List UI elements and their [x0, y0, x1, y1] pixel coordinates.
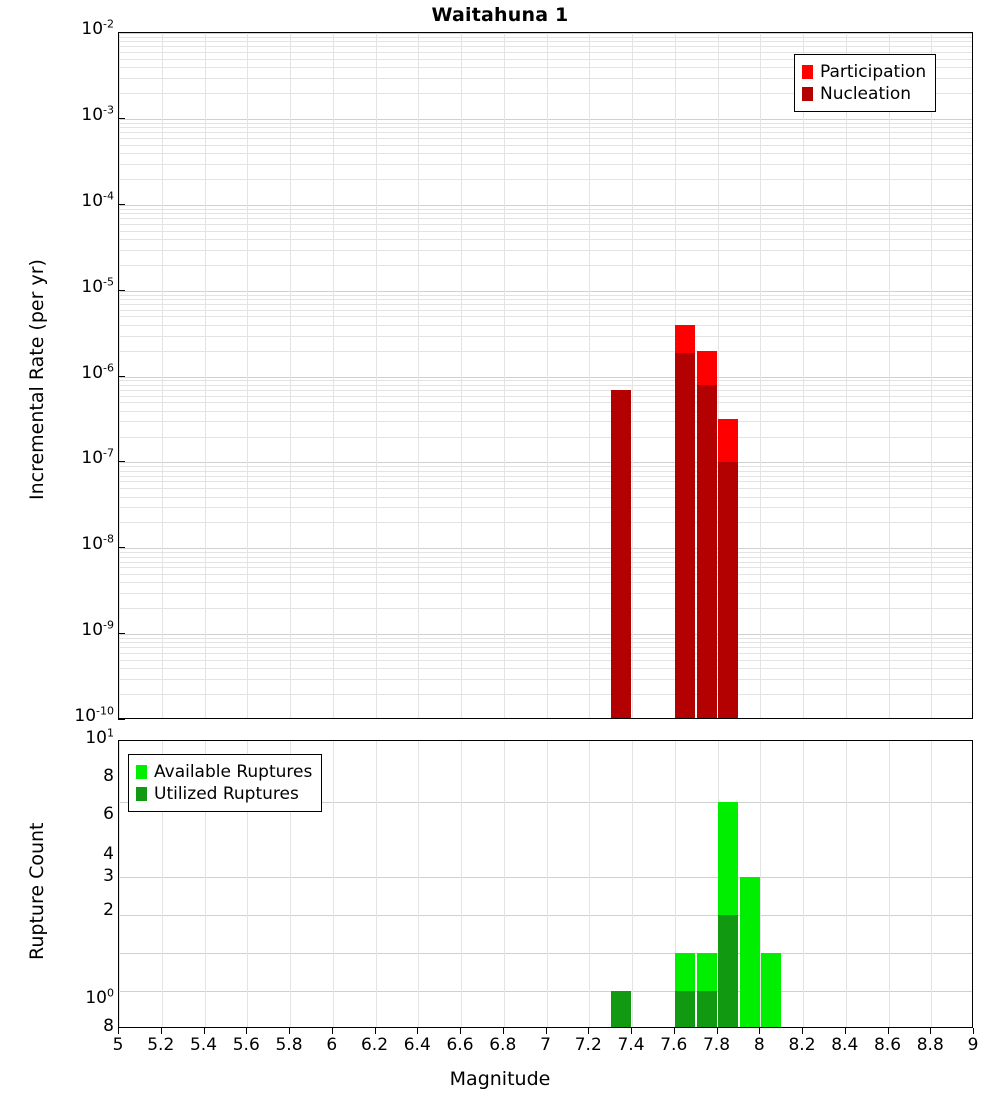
- x-tick-mark: [246, 1028, 247, 1034]
- y-tick-label: $10^{-6}$: [81, 360, 114, 383]
- x-tick-label: 8.8: [916, 1035, 944, 1055]
- x-tick-mark: [332, 1028, 333, 1034]
- y-tick-label: 3: [103, 866, 114, 887]
- y-tick-label: 8: [103, 765, 114, 786]
- y-tick-label: $10^{-5}$: [81, 274, 114, 297]
- x-tick-label: 8.2: [788, 1035, 816, 1055]
- x-tick-mark: [460, 1028, 461, 1034]
- x-tick-label: 6: [326, 1035, 338, 1055]
- bar: [697, 991, 717, 1028]
- x-tick-mark: [546, 1028, 547, 1034]
- y-tick-label: $10^{-9}$: [81, 618, 114, 641]
- legend-swatch-icon: [802, 87, 813, 101]
- y-tick-label: $10^{-8}$: [81, 532, 114, 555]
- y-tick-label: $10^1$: [85, 726, 114, 748]
- x-tick-mark: [631, 1028, 632, 1034]
- y-tick-mark: [118, 633, 125, 634]
- legend-label: Nucleation: [820, 83, 912, 104]
- x-tick-mark: [888, 1028, 889, 1034]
- y-tick-mark: [118, 461, 125, 462]
- x-tick-mark: [717, 1028, 718, 1034]
- x-tick-mark: [802, 1028, 803, 1034]
- x-tick-label: 8: [753, 1035, 765, 1055]
- bar: [611, 390, 631, 719]
- x-tick-mark: [759, 1028, 760, 1034]
- x-tick-label: 5.4: [189, 1035, 218, 1055]
- legend-swatch-icon: [136, 765, 147, 779]
- x-tick-mark: [588, 1028, 589, 1034]
- y-tick-label: 4: [103, 843, 114, 864]
- bar: [611, 991, 631, 1028]
- x-tick-mark: [845, 1028, 846, 1034]
- x-tick-mark: [118, 1028, 119, 1034]
- y-tick-label: $10^{-3}$: [81, 103, 114, 125]
- x-tick-label: 6.4: [403, 1035, 431, 1055]
- y-tick-label: 2: [103, 900, 114, 921]
- x-tick-label: 6.8: [489, 1035, 517, 1055]
- y-tick-mark: [118, 376, 125, 377]
- x-tick-label: 7: [540, 1035, 551, 1055]
- legend-item-utilized-ruptures: [136, 783, 312, 805]
- bar: [718, 462, 738, 719]
- x-tick-label: 5.8: [275, 1035, 303, 1055]
- bar: [761, 953, 781, 1028]
- x-axis-label: Magnitude: [449, 1068, 551, 1090]
- x-tick-label: 5: [112, 1035, 124, 1055]
- x-tick-label: 9: [967, 1035, 979, 1055]
- bar: [675, 991, 695, 1028]
- x-tick-label: 8.6: [873, 1035, 902, 1055]
- x-tick-mark: [930, 1028, 931, 1034]
- legend-top: [794, 54, 936, 112]
- x-tick-label: 8.4: [831, 1035, 859, 1055]
- x-tick-label: 5.6: [232, 1035, 260, 1055]
- x-tick-label: 6.2: [360, 1035, 389, 1055]
- x-tick-label: 7.2: [574, 1035, 602, 1055]
- y-axis-label-bottom: Rupture Count: [26, 822, 48, 960]
- x-tick-mark: [375, 1028, 376, 1034]
- bar: [675, 353, 695, 719]
- y-tick-label: 6: [103, 803, 114, 824]
- y-tick-mark: [118, 204, 125, 205]
- y-tick-label: $10^{-7}$: [81, 446, 114, 469]
- legend-item-nucleation: [802, 83, 926, 105]
- y-tick-label: 8: [103, 1016, 114, 1036]
- x-tick-label: 7.8: [702, 1035, 731, 1055]
- y-tick-label: $10^0$: [85, 985, 114, 1008]
- legend-label: Utilized Ruptures: [154, 783, 299, 804]
- x-tick-label: 5.2: [147, 1035, 175, 1055]
- x-tick-label: 7.6: [660, 1035, 688, 1055]
- x-tick-mark: [973, 1028, 974, 1034]
- page-title: Waitahuna 1: [431, 4, 569, 26]
- legend-label: Available Ruptures: [154, 761, 313, 782]
- y-tick-label: $10^{-4}$: [81, 189, 114, 211]
- x-tick-mark: [161, 1028, 162, 1034]
- y-axis-label-top: Incremental Rate (per yr): [26, 259, 48, 500]
- legend-label: Participation: [820, 61, 927, 82]
- bar: [718, 915, 738, 1028]
- x-tick-mark: [289, 1028, 290, 1034]
- y-tick-label: $10^{-2}$: [81, 17, 114, 39]
- bar: [740, 877, 760, 1028]
- y-tick-mark: [118, 547, 125, 548]
- y-tick-mark: [118, 118, 125, 119]
- legend-item-participation: [802, 61, 926, 83]
- y-tick-label: $10^{-10}$: [74, 704, 114, 726]
- legend-swatch-icon: [136, 787, 147, 801]
- legend-item-available-ruptures: [136, 761, 312, 783]
- y-tick-mark: [118, 32, 125, 33]
- x-tick-label: 6.6: [446, 1035, 474, 1055]
- x-tick-mark: [204, 1028, 205, 1034]
- x-tick-mark: [674, 1028, 675, 1034]
- y-tick-mark: [118, 719, 125, 720]
- x-tick-label: 7.4: [617, 1035, 645, 1055]
- y-tick-mark: [118, 290, 125, 291]
- bars-top: [119, 33, 972, 718]
- legend-swatch-icon: [802, 65, 813, 79]
- x-tick-mark: [503, 1028, 504, 1034]
- incremental-rate-plot: [118, 32, 973, 719]
- legend-bottom: [128, 754, 322, 812]
- bar: [697, 385, 717, 719]
- x-tick-mark: [417, 1028, 418, 1034]
